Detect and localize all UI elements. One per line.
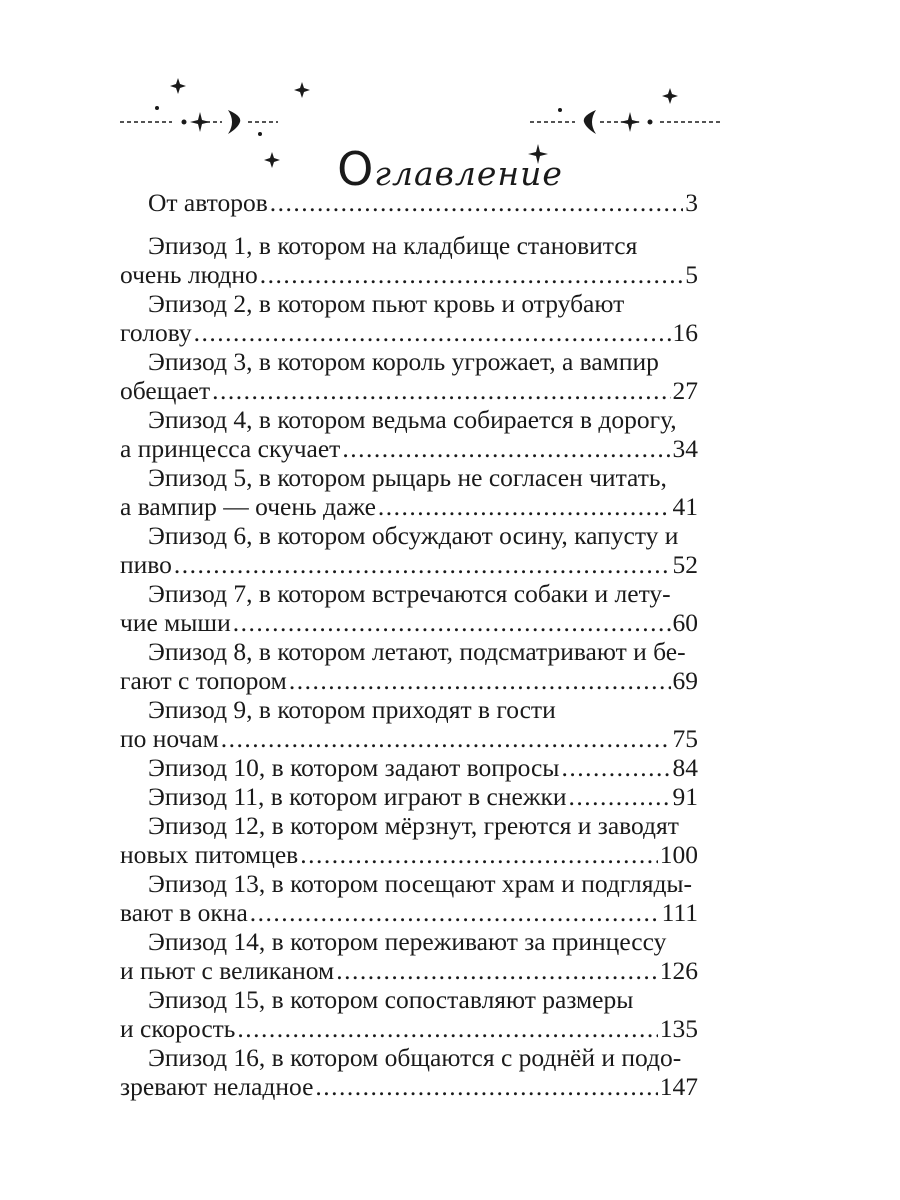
- toc-entry-title: Эпизод 12, в котором мёрзнут, греются и заводят: [148, 811, 679, 840]
- toc-entry[interactable]: [120, 985, 698, 1043]
- toc-entry-title-cont: очень людно: [120, 260, 258, 289]
- toc-entry-title: Эпизод 13, в котором посещают храм и подгляды-: [148, 869, 693, 898]
- toc-entry[interactable]: [120, 405, 698, 463]
- page-number: 3: [685, 188, 698, 217]
- toc-entry-title: Эпизод 5, в котором рыцарь не согласен читать,: [148, 463, 667, 492]
- page-number: 100: [659, 840, 698, 869]
- page-number: 69: [672, 666, 698, 695]
- page-title: Оглавление: [337, 142, 563, 196]
- toc-entry-title: Эпизод 16, в котором общаются с роднёй и подо-: [148, 1043, 682, 1072]
- leader-dots: [212, 376, 670, 405]
- toc-entry-title: Эпизод 2, в котором пьют кровь и отрубают: [148, 289, 625, 318]
- leader-dots: [561, 753, 670, 782]
- toc-entry[interactable]: [120, 579, 698, 637]
- toc-entry-title: Эпизод 9, в котором приходят в гости: [148, 695, 556, 724]
- page-number: 27: [672, 376, 698, 405]
- toc-entry[interactable]: [120, 927, 698, 985]
- toc-heading: [0, 60, 900, 196]
- page-number: 34: [672, 434, 698, 463]
- toc-entry-title-cont: и скорость: [120, 1014, 236, 1043]
- page-number: 75: [672, 724, 698, 753]
- toc-entry-title: От авторов: [148, 188, 268, 217]
- toc-entry[interactable]: [120, 782, 698, 811]
- page-number: 91: [672, 782, 698, 811]
- leader-dots: [568, 782, 670, 811]
- leader-dots: [237, 1014, 657, 1043]
- toc-entry[interactable]: [120, 637, 698, 695]
- toc-entry-title: Эпизод 1, в котором на кладбище становится: [148, 231, 638, 260]
- toc-entry-title: Эпизод 6, в котором обсуждают осину, капусту и: [148, 521, 679, 550]
- toc-entry-title: Эпизод 4, в котором ведьма собирается в дорогу,: [148, 405, 677, 434]
- table-of-contents: [120, 188, 698, 1101]
- toc-entry-title-cont: гают с топором: [120, 666, 287, 695]
- toc-entry[interactable]: [120, 347, 698, 405]
- toc-entry-title-cont: зревают неладное: [120, 1072, 314, 1101]
- leader-dots: [174, 550, 671, 579]
- leader-dots: [289, 666, 671, 695]
- toc-entry-title: Эпизод 3, в котором король угрожает, а вампир: [148, 347, 659, 376]
- toc-entry[interactable]: [120, 289, 698, 347]
- leader-dots: [342, 434, 670, 463]
- leader-dots: [315, 1072, 657, 1101]
- toc-entry-title-cont: чие мыши: [120, 608, 231, 637]
- toc-entry-title-cont: обещает: [120, 376, 211, 405]
- leader-dots: [221, 724, 671, 753]
- toc-entry[interactable]: [120, 231, 698, 289]
- leader-dots: [378, 492, 671, 521]
- toc-entry-title-cont: пиво: [120, 550, 172, 579]
- page-number: 41: [672, 492, 698, 521]
- page-number: 52: [672, 550, 698, 579]
- toc-entry-title: Эпизод 14, в котором переживают за принцессу: [148, 927, 667, 956]
- leader-dots: [233, 608, 671, 637]
- page-number: 84: [672, 753, 698, 782]
- page-number: 147: [659, 1072, 698, 1101]
- toc-entry-title-cont: новых питомцев: [120, 840, 299, 869]
- toc-entry-title-cont: по ночам: [120, 724, 219, 753]
- toc-entry[interactable]: [120, 521, 698, 579]
- toc-entry[interactable]: [120, 188, 698, 217]
- page-number: 5: [685, 260, 698, 289]
- toc-entry-title: Эпизод 8, в котором летают, подсматривают и бе-: [148, 637, 686, 666]
- page-number: 16: [672, 318, 698, 347]
- page-number: 135: [659, 1014, 698, 1043]
- toc-entry-title-cont: и пьют с великаном: [120, 956, 335, 985]
- leader-dots: [336, 956, 658, 985]
- toc-entry[interactable]: [120, 811, 698, 869]
- leader-dots: [250, 898, 660, 927]
- toc-entry-title-cont: голову: [120, 318, 192, 347]
- page-number: 111: [661, 898, 698, 927]
- toc-entry[interactable]: [120, 869, 698, 927]
- leader-dots: [270, 188, 683, 217]
- toc-entry[interactable]: [120, 1043, 698, 1101]
- toc-entry-title: Эпизод 15, в котором сопоставляют размеры: [148, 985, 634, 1014]
- toc-entry-title-cont: а принцесса скучает: [120, 434, 341, 463]
- leader-dots: [260, 260, 684, 289]
- toc-entry-title-cont: вают в окна: [120, 898, 248, 927]
- toc-entry[interactable]: [120, 463, 698, 521]
- leader-dots: [300, 840, 658, 869]
- leader-dots: [194, 318, 671, 347]
- toc-entry-title-cont: а вампир — очень даже: [120, 492, 376, 521]
- toc-entry-title: Эпизод 11, в котором играют в снежки: [148, 782, 567, 811]
- page-number: 60: [672, 608, 698, 637]
- toc-entry[interactable]: [120, 695, 698, 753]
- page-number: 126: [659, 956, 698, 985]
- toc-entry[interactable]: [120, 753, 698, 782]
- toc-entry-title: Эпизод 7, в котором встречаются собаки и лету-: [148, 579, 671, 608]
- toc-entry-title: Эпизод 10, в котором задают вопросы: [148, 753, 560, 782]
